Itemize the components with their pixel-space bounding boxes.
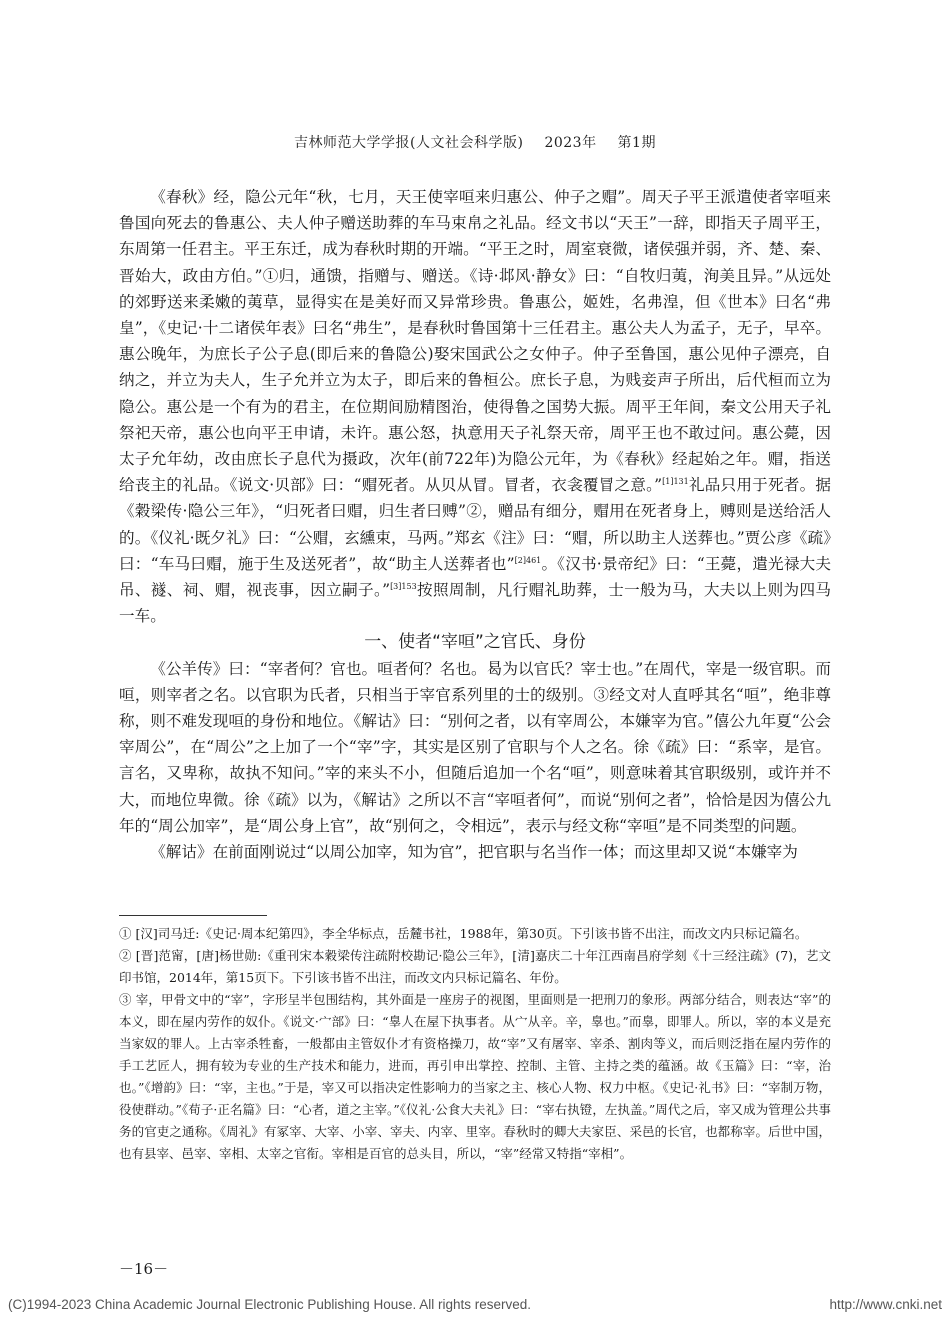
citation-3: [3]153 (390, 581, 417, 591)
paragraph-2: 《公羊传》曰：“宰者何？官也。咺者何？名也。曷为以官氏？宰士也。”在周代，宰是一级官职。而咺，则宰者之名。以官职为氏者，只相当于宰官系列里的士的级别。③经文对人直呼其名“咺”，绝非尊称，则不难发现咺的身份和地位。《解诂》曰：“别何之者，以有宰周公，本嫌宰为官。”僖公九年夏“公会宰周公”，在“周公”之上加了一个“宰”字，其实是区别了官职与个人之名。徐《疏》曰：“系宰，是官。言名，又卑称，故执不知问。”宰的来头不小，但随后追加一个名“咺”，则意味着其官职级别，或许并不大，而地位卑微。徐《疏》以为，《解诂》之所以不言“宰咺者何”，而说“别何之者”，恰恰是因为僖公九年的“周公加宰”，是“周公身上官”，故“别何之，令相远”，表示与经文称“宰咺”是不同类型的问题。 (119, 659, 831, 835)
citation-1: [1]131 (662, 477, 689, 487)
journal-year: 2023年 (544, 135, 597, 151)
footnote-divider (119, 915, 267, 916)
section-heading: 一、使者“宰咺”之官氏、身份 (364, 632, 586, 653)
citation-2: [2]461 (514, 555, 542, 565)
paragraph-1-text-b: 礼品只用于死者。据《穀梁传·隐公三年》，“归死者曰赗，归生者曰赙”②，赠品有细分，赗用在死者身上，赙则是送给活人的。《仪礼·既夕礼》曰：“公赗，玄纁束，马两。”郑玄《注》曰：“赗，所以助主人送葬也。”贾公彦《疏》曰：“车马曰赗，施于生及送死者”，故“助主人送葬者也” (119, 476, 831, 573)
running-header (0, 132, 950, 152)
paragraph-1-text-c: 。《汉书·景帝纪》曰：“王薨，遣光禄大夫吊、襚、祠、赗，视丧事，因立嗣子。” (119, 554, 831, 600)
page-number: －16－ (119, 1260, 169, 1278)
copyright-footer (8, 1297, 942, 1312)
copyright-notice: (C)1994-2023 China Academic Journal Electronic Publishing House. All rights reserved. (8, 1297, 532, 1312)
paragraph-1-text-d: 按照周制，凡行赗礼助葬，士一般为马，大夫以上则为四马一车。 (119, 581, 831, 626)
journal-name: 吉林师范大学学报(人文社会科学版) (294, 135, 524, 151)
footnote-3: ③ 宰，甲骨文中的“宰”，字形呈半包围结构，其外面是一座房子的视图，里面则是一把刑刀的象形。两部分结合，则表达“宰”的本义，即在屋内劳作的奴仆。《说文·宀部》曰：“辠人在屋下执事者。从宀从辛。辛，辠也。”而辠，即罪人。所以，宰的本义是充当家奴的罪人。上古宰杀牲畜，一般都由主管奴仆才有资格操刀，故“宰”又有屠宰、宰杀、割肉等义，而后则泛指在屋内劳作的手工艺匠人，拥有较为专业的生产技术和能力，进而，再引申出掌控、控制、主管、主持之类的蕴涵。故《玉篇》曰：“宰，治也。”《增韵》曰：“宰，主也。”于是，宰又可以指决定性影响力的当家之主、核心人物、权力中枢。《史记·礼书》曰：“宰制万物，役使群动。”《荀子·正名篇》曰：“心者，道之主宰。”《仪礼·公食大夫礼》曰：“宰右执镫，左执盖。”周代之后，宰又成为管理公共事务的官吏之通称。《周礼》有冢宰、大宰、小宰、宰夫、内宰、里宰。春秋时的卿大夫家臣、采邑的长官，也都称宰。后世中国，也有县宰、邑宰、宰相、太宰之官衔。宰相是百官的总头目，所以，“宰”经常又特指“宰相”。 (119, 992, 831, 1161)
article-body (119, 184, 831, 865)
footnotes (119, 923, 831, 1165)
cnki-link[interactable]: http://www.cnki.net (829, 1297, 942, 1312)
journal-issue: 第1期 (617, 135, 656, 151)
footnote-2: ② [晋]范甯，[唐]杨世勋:《重刊宋本穀梁传注疏附校勘记·隐公三年》，[清]嘉庆二十年江西南昌府学刻《十三经注疏》(7)，艺文印书馆，2014年，第15页下。下引该书皆不出注，而改文内只标记篇名、年份。 (119, 948, 831, 985)
paragraph-1-text: 《春秋》经，隐公元年“秋，七月，天王使宰咺来归惠公、仲子之赗”。周天子平王派遣使者宰咺来鲁国向死去的鲁惠公、夫人仲子赠送助葬的车马束帛之礼品。经文书以“天王”一辞，即指天子周平王，东周第一任君主。平王东迁，成为春秋时期的开端。“平王之时，周室衰微，诸侯强并弱，齐、楚、秦、晋始大，政由方伯。”①归，通馈，指赠与、赠送。《诗·邶风·静女》曰：“自牧归荑，洵美且异。”从远处的郊野送来柔嫩的荑草，显得实在是美好而又异常珍贵。鲁惠公，姬姓，名弗湟，但《世本》曰名“弗皇”，《史记·十二诸侯年表》曰名“弗生”，是春秋时鲁国第十三任君主。惠公夫人为孟子，无子，早卒。惠公晚年，为庶长子公子息(即后来的鲁隐公)娶宋国武公之女仲子。仲子至鲁国，惠公见仲子漂亮，自纳之，并立为夫人，生子允并立为太子，即后来的鲁桓公。庶长子息，为贱妾声子所出，后代桓而立为隐公。惠公是一个有为的君主，在位期间励精图治，使得鲁之国势大振。周平王年间，秦文公用天子礼祭祀天帝，惠公也向平王申请，未许。惠公怒，执意用天子礼祭天帝，周平王也不敢过问。惠公薨，因太子允年幼，改由庶长子息代为摄政，次年(前722年)为隐公元年，为《春秋》经起始之年。赗，指送给丧主的礼品。《说文·贝部》曰：“赗死者。从贝从冒。冒者，衣衾覆冒之意。” (119, 188, 831, 495)
paragraph-3: 《解诂》在前面刚说过“以周公加宰，知为官”，把官职与名当作一体；而这里却又说“本嫌宰为 (150, 843, 798, 862)
paragraph-1 (119, 184, 831, 629)
footnote-1: ① [汉]司马迁:《史记·周本纪第四》，李全华标点，岳麓书社，1988年，第30页。下引该书皆不出注，而改文内只标记篇名。 (119, 926, 808, 941)
